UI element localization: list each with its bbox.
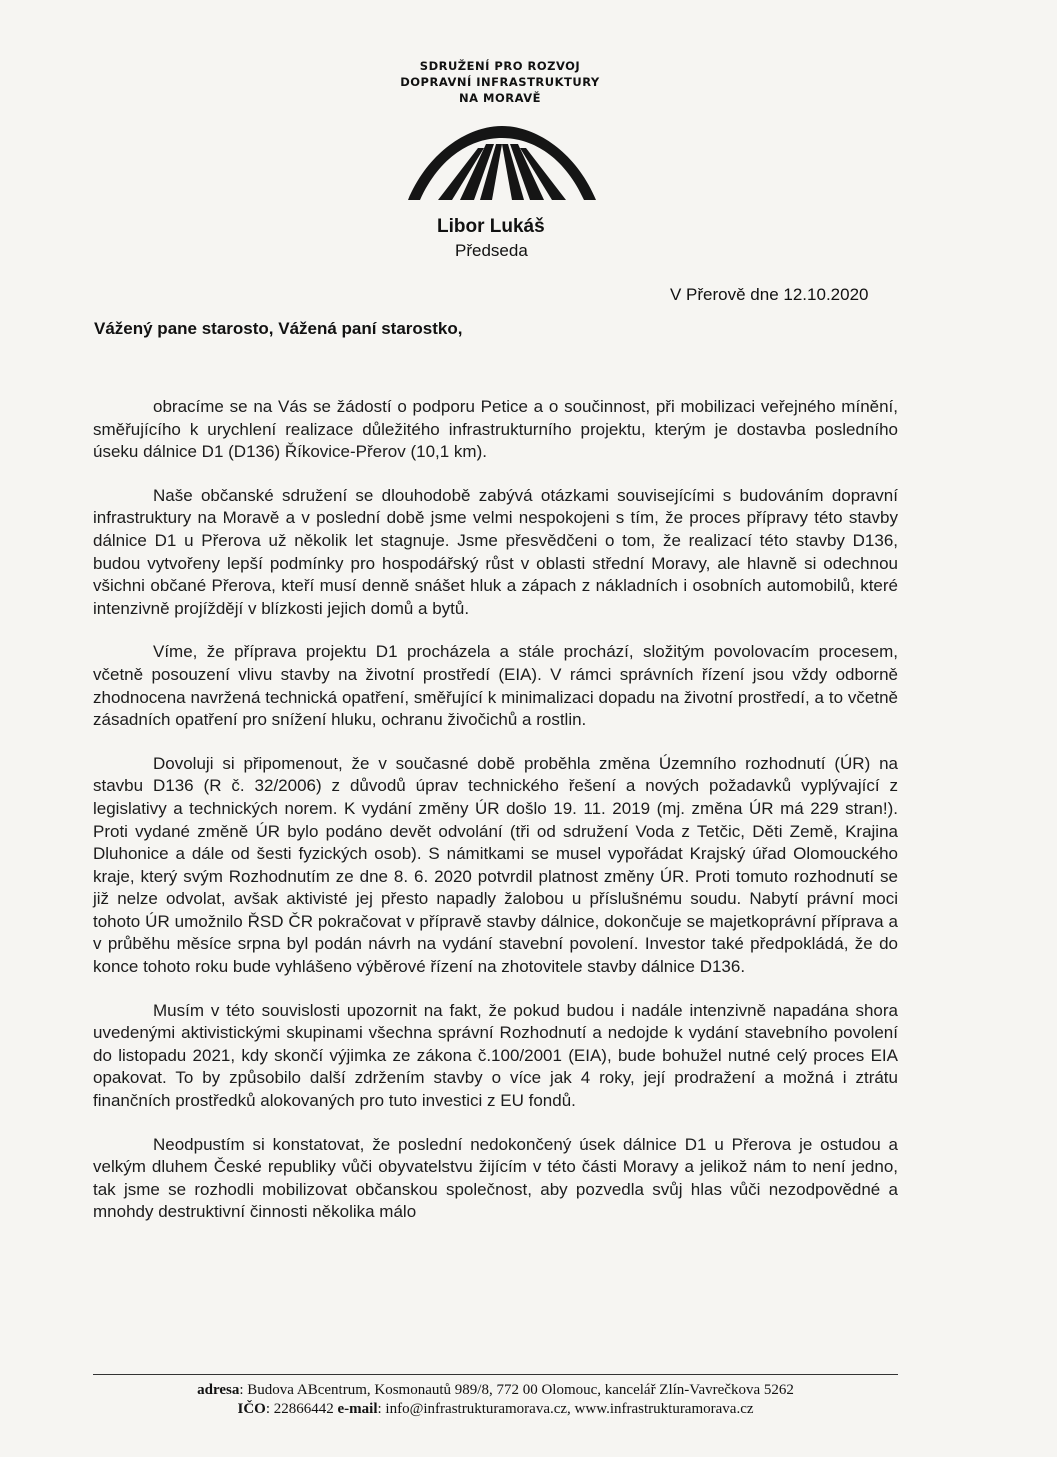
address-label: adresa — [197, 1382, 240, 1398]
paragraph: Dovoluji si připomenout, že v současné době proběhla změna Územního rozhodnutí (ÚR) na stavbu D136 (R č. 32/2006) z důvodů úprav technického řešení a nových požadavků vyplývající z legislativy a technických norem. K vydání změny ÚR došlo 19. 11. 2019 (mj. změna ÚR má 229 stran!). Proti vydané změně ÚR bylo podáno devět odvolání (tři od sdružení Voda z Tetčic, Děti Země, Krajina Dluhonice a dále od šesti fyzických osob). S námitkami se musel vypořádat Krajský úřad Olomouckého kraje, který svým Rozhodnutím ze dne 8. 6. 2020 potvrdil platnost změny ÚR. Proti tomuto rozhodnutí se již nelze odvolat, avšak aktivisté jej přesto napadly žalobou u příslušnému soudu. Nabytí právní moci tohoto ÚR umožnilo ŘSD ČR pokračovat v přípravě stavby dálnice, dokončuje se majetkoprávní příprava a v průběhu měsíce srpna byl podán návrh na vydání stavební povolení. Investor také předpokládá, že do konce tohoto roku bude vyhlášeno výběrové řízení na zhotovitele stavby dálnice D136. — [93, 753, 898, 977]
letter-body — [93, 396, 898, 1245]
org-name-line2: DOPRAVNÍ INFRASTRUKTURY — [400, 75, 600, 89]
footer — [93, 1381, 898, 1419]
sender-name: Libor Lukáš — [437, 216, 545, 237]
paragraph: obracíme se na Vás se žádostí o podporu Petice a o součinnost, při mobilizaci veřejného mínění, směřujícího k urychlení realizace důležitého infrastrukturního projektu, kterým je dostavba posledního úseku dálnice D1 (D136) Říkovice-Přerov (10,1 km). — [93, 397, 898, 462]
footer-divider — [93, 1374, 898, 1375]
footer-address-line — [93, 1381, 898, 1400]
footer-contact-line — [93, 1400, 898, 1419]
letter-date: V Přerově dne 12.10.2020 — [670, 285, 869, 304]
road-arch-logo-icon — [408, 112, 596, 202]
organization-name — [380, 58, 620, 106]
ico-value: : 22866442 — [265, 1401, 338, 1417]
paragraph: Musím v této souvislosti upozornit na fakt, že pokud budou i nadále intenzivně napadána shora uvedenými aktivistickými skupinami všechna správní Rozhodnutí a nedojde k vydání stavebního povolení do listopadu 2021, kdy skončí výjimka ze zákona č.100/2001 (EIA), bude bohužel nutné celý proces EIA opakovat. To by způsobilo další zdržením stavby o více jak 4 roky, její prodražení a možná i ztrátu finančních prostředků alokovaných pro tuto investici z EU fondů. — [93, 1000, 898, 1111]
paragraph: Neodpustím si konstatovat, že poslední nedokončený úsek dálnice D1 u Přerova je ostudou a velkým dluhem České republiky vůči obyvatelstvu žijícím v této části Moravy a jelikož nám to není jedno, tak jsme se rozhodli mobilizovat občanskou společnost, aby pozvedla svůj hlas vůči nezodpovědné a mnohdy destruktivní činnosti několika málo — [93, 1134, 898, 1222]
email-label: e-mail — [337, 1401, 378, 1417]
ico-label: IČO — [237, 1401, 266, 1417]
email-value: : info@infrastrukturamorava.cz, www.infrastrukturamorava.cz — [377, 1401, 754, 1417]
address-value: : Budova ABcentrum, Kosmonautů 989/8, 772 00 Olomouc, kancelář Zlín-Vavrečkova 5262 — [239, 1382, 794, 1398]
sender-role: Předseda — [455, 241, 528, 260]
paragraph: Víme, že příprava projektu D1 procházela a stále prochází, složitým povolovacím procesem, včetně posouzení vlivu stavby na životní prostředí (EIA). V rámci správních řízení jsou vždy odborně zhodnocena navržená technická opatření, směřující k minimalizaci dopadu na životní prostředí, a to včetně zásadních opatření pro snížení hluku, ochranu živočichů a rostlin. — [93, 642, 898, 730]
org-name-line1: SDRUŽENÍ PRO ROZVOJ — [419, 59, 581, 73]
org-name-line3: NA MORAVĚ — [459, 91, 541, 105]
salutation: Vážený pane starosto, Vážená paní starostko, — [94, 319, 463, 338]
paragraph: Naše občanské sdružení se dlouhodobě zabývá otázkami souvisejícími s budováním dopravní infrastruktury na Moravě a v poslední době jsme velmi nespokojeni s tím, že proces přípravy této stavby dálnice D1 u Přerova už několik let stagnuje. Jsme přesvědčeni o tom, že realizací této stavby D136, budou vytvořeny lepší podmínky pro hospodářský růst v oblasti střední Moravy, ale hlavně si odechnou všichni občané Přerova, kteří musí denně snášet hluk a zápach z nákladních i osobních automobilů, které intenzivně projíždějí v blízkosti jejich domů a bytů. — [93, 485, 898, 618]
